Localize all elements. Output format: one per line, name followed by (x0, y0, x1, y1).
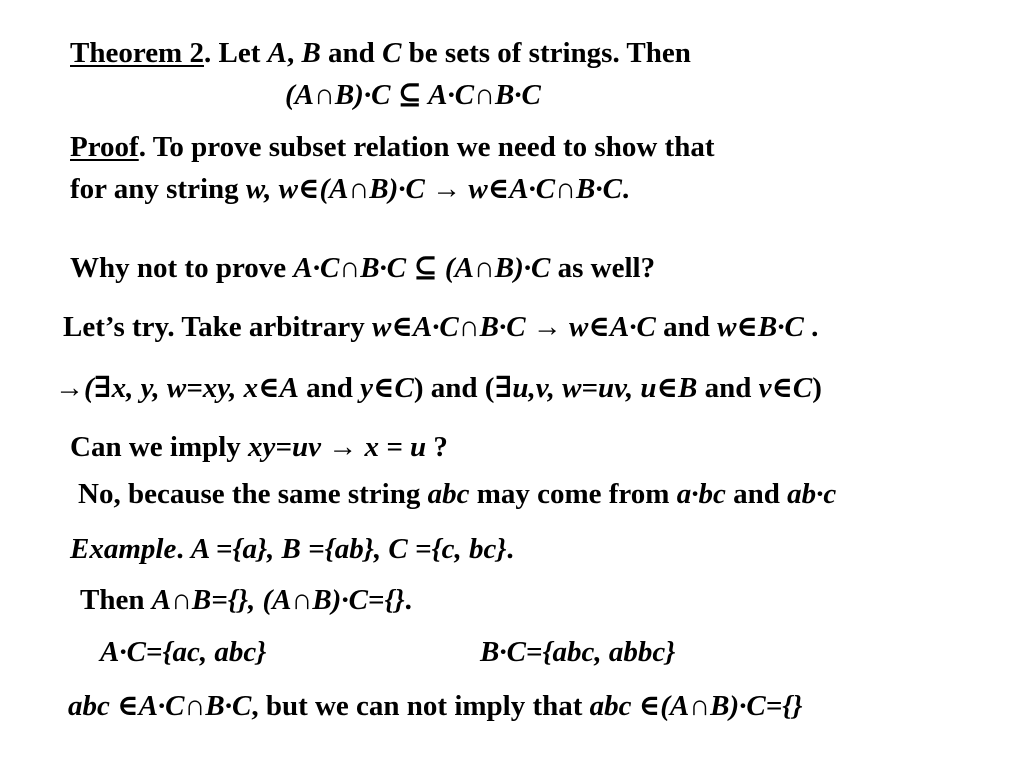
proof-label: Proof (70, 131, 139, 163)
no-and: and (725, 478, 788, 510)
exists-line (55, 371, 822, 405)
then-prefix: Then (80, 584, 152, 616)
try-math-2: w∈B·C (717, 311, 804, 343)
try-prefix: Let’s try. Take arbitrary (63, 311, 373, 343)
imply-line (70, 430, 448, 464)
theorem-set-c: C (382, 37, 402, 69)
theorem-comma: , (286, 37, 302, 69)
theorem-set-b: B (301, 37, 321, 69)
then-math: A∩B={}, (A∩B)·C={} (151, 584, 405, 616)
conclusion-math-2: abc ∈(A∩B)·C={} (589, 690, 803, 722)
why-line (70, 251, 655, 285)
why-math: A·C∩B·C ⊆ (A∩B)·C (293, 252, 551, 284)
why-prefix: Why not to prove (70, 252, 294, 284)
proof-line-1 (70, 130, 715, 164)
theorem-set-a: A (267, 37, 287, 69)
then-end: . (404, 584, 412, 616)
proof-line-2-suffix: . (621, 173, 630, 205)
no-prefix: No, because the same string (78, 478, 428, 510)
imply-math: xy=uv → x = u (248, 431, 427, 463)
no-line (78, 477, 836, 511)
theorem-line (70, 36, 691, 70)
example-end: . (506, 533, 514, 565)
exists-and-1: and (298, 372, 361, 404)
imply-suffix: ? (426, 431, 448, 463)
try-suffix: . (803, 311, 819, 343)
try-and: and (655, 311, 718, 343)
no-a-bc: a·bc (676, 478, 726, 510)
exists-part-3: ∃u,v, w=uv, u∈B (494, 372, 698, 404)
exists-and-mid: ) and ( (413, 372, 495, 404)
proof-line-2-prefix: for any string (70, 173, 246, 205)
proof-line-1-rest: . To prove subset relation we need to show that (138, 131, 715, 163)
proof-line-2-math: w, w∈(A∩B)·C → w∈A·C∩B·C (245, 173, 622, 205)
example-dot: . (176, 533, 191, 565)
conclusion-middle: , but we can not imply that (251, 690, 590, 722)
proof-line-2 (70, 172, 629, 206)
theorem-label: Theorem 2 (70, 37, 204, 69)
product-bc: B·C={abc, abbc} (480, 636, 676, 668)
theorem-and: and (320, 37, 383, 69)
exists-and-2: and (697, 372, 759, 404)
imply-prefix: Can we imply (70, 431, 249, 463)
exists-end: ) (812, 372, 822, 404)
example-label: Example (70, 533, 177, 565)
no-ab-c: ab·c (787, 478, 837, 510)
try-math-1: w∈A·C∩B·C → w∈A·C (372, 311, 656, 343)
why-suffix: as well? (550, 252, 656, 284)
exists-part-4: v∈C (758, 372, 813, 404)
conclusion-math-1: abc ∈A·C∩B·C (68, 690, 252, 722)
theorem-statement: (A∩B)·C ⊆ A·C∩B·C (285, 79, 541, 111)
no-middle: may come from (469, 478, 677, 510)
product-ac: A·C={ac, abc} (100, 636, 267, 668)
no-abc: abc (427, 478, 470, 510)
conclusion-line (68, 689, 802, 723)
example-line (70, 532, 514, 566)
exists-part-2: y∈C (360, 372, 414, 404)
exists-part-1: →(∃x, y, w=xy, x∈A (55, 372, 299, 404)
then-line (80, 583, 412, 617)
theorem-intro: . Let (203, 37, 268, 69)
theorem-rest: be sets of strings. Then (401, 37, 691, 69)
try-line (63, 310, 818, 344)
example-sets: A ={a}, B ={ab}, C ={c, bc} (190, 533, 507, 565)
